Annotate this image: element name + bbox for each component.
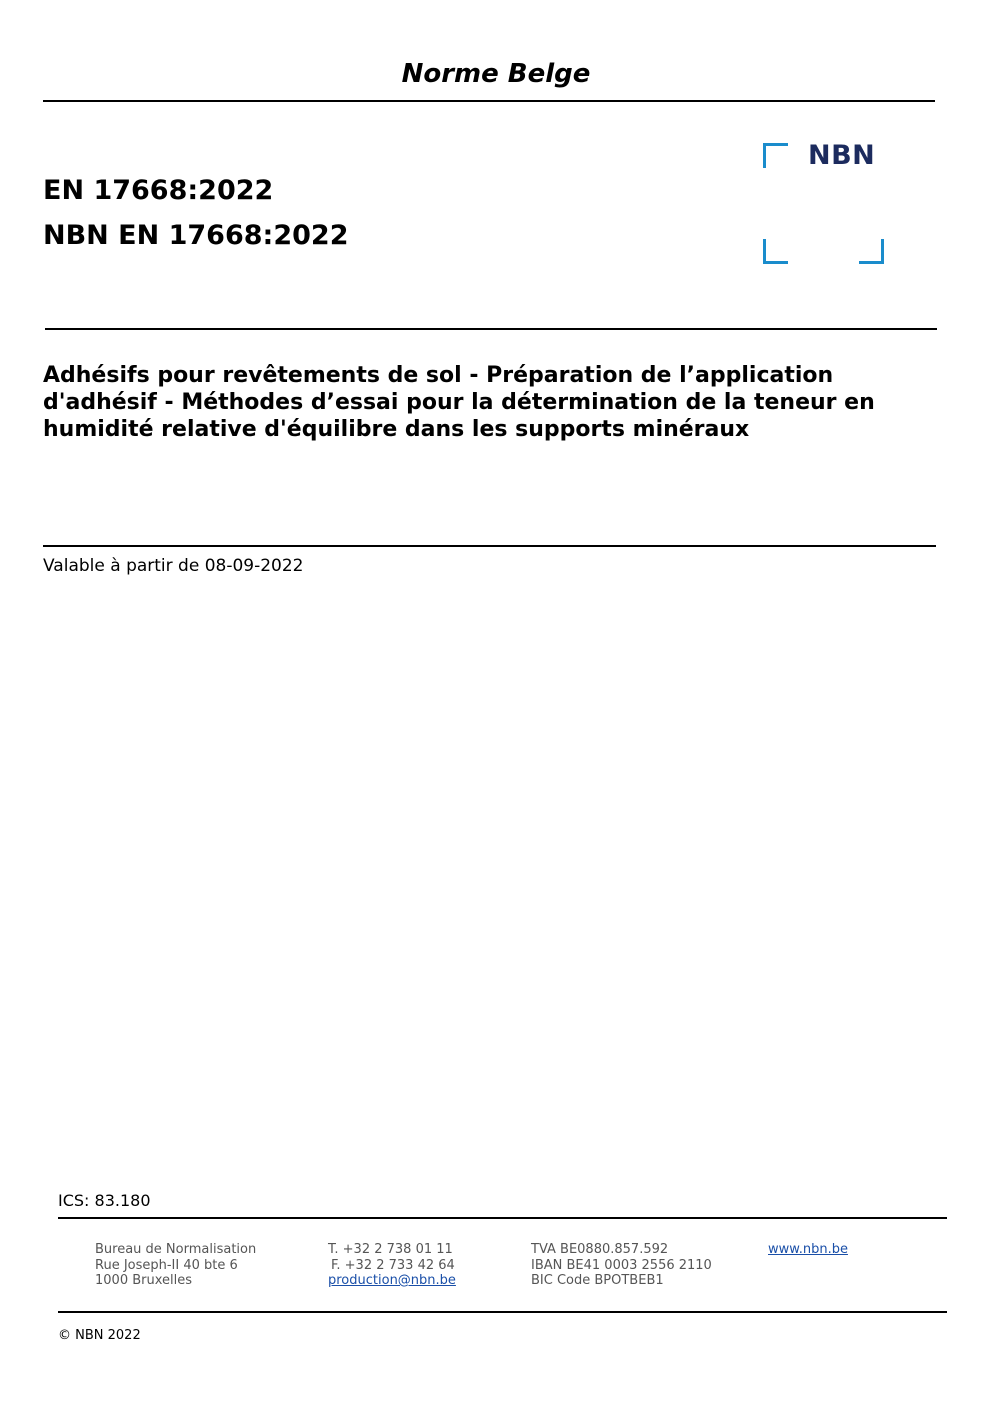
divider [58, 1311, 947, 1313]
logo-corner-bottom-left-icon [763, 239, 788, 264]
footer-address [95, 1242, 256, 1289]
footer-contact [328, 1242, 456, 1289]
footer-bic: BIC Code BPOTBEB1 [531, 1273, 664, 1288]
footer-iban: IBAN BE41 0003 2556 2110 [531, 1257, 712, 1273]
footer-website-link[interactable]: www.nbn.be [768, 1242, 848, 1257]
divider [43, 100, 935, 102]
logo-corner-bottom-right-icon [859, 239, 884, 264]
footer-web [768, 1242, 848, 1258]
divider [58, 1217, 947, 1219]
standard-number-nbn: NBN EN 17668:2022 [43, 220, 349, 251]
footer-phone: T. +32 2 738 01 11 [328, 1242, 453, 1257]
nbn-logo [760, 140, 886, 264]
copyright: © NBN 2022 [58, 1328, 141, 1343]
divider [45, 328, 937, 330]
logo-corner-top-left-icon [763, 143, 788, 168]
document-title: Adhésifs pour revêtements de sol - Préparation de l’application d'adhésif - Méthodes d’essai pour la détermination de la teneur en humidité relative d'équilibre dans les supports minéraux [43, 363, 875, 442]
footer-banking [531, 1242, 712, 1289]
footer-fax: F. +32 2 733 42 64 [331, 1257, 455, 1273]
document-type-heading: Norme Belge [401, 59, 591, 89]
footer-org-name: Bureau de Normalisation [95, 1242, 257, 1257]
footer-email-link[interactable]: production@nbn.be [328, 1273, 456, 1288]
divider [43, 545, 936, 547]
footer-vat: TVA BE0880.857.592 [531, 1242, 669, 1257]
ics-code: ICS: 83.180 [58, 1191, 151, 1210]
validity-date: Valable à partir de 08-09-2022 [43, 556, 304, 576]
footer-street: Rue Joseph-II 40 bte 6 [95, 1257, 238, 1273]
standard-number-en: EN 17668:2022 [43, 175, 274, 206]
footer-city: 1000 Bruxelles [95, 1273, 193, 1288]
logo-text: NBN [808, 140, 876, 171]
